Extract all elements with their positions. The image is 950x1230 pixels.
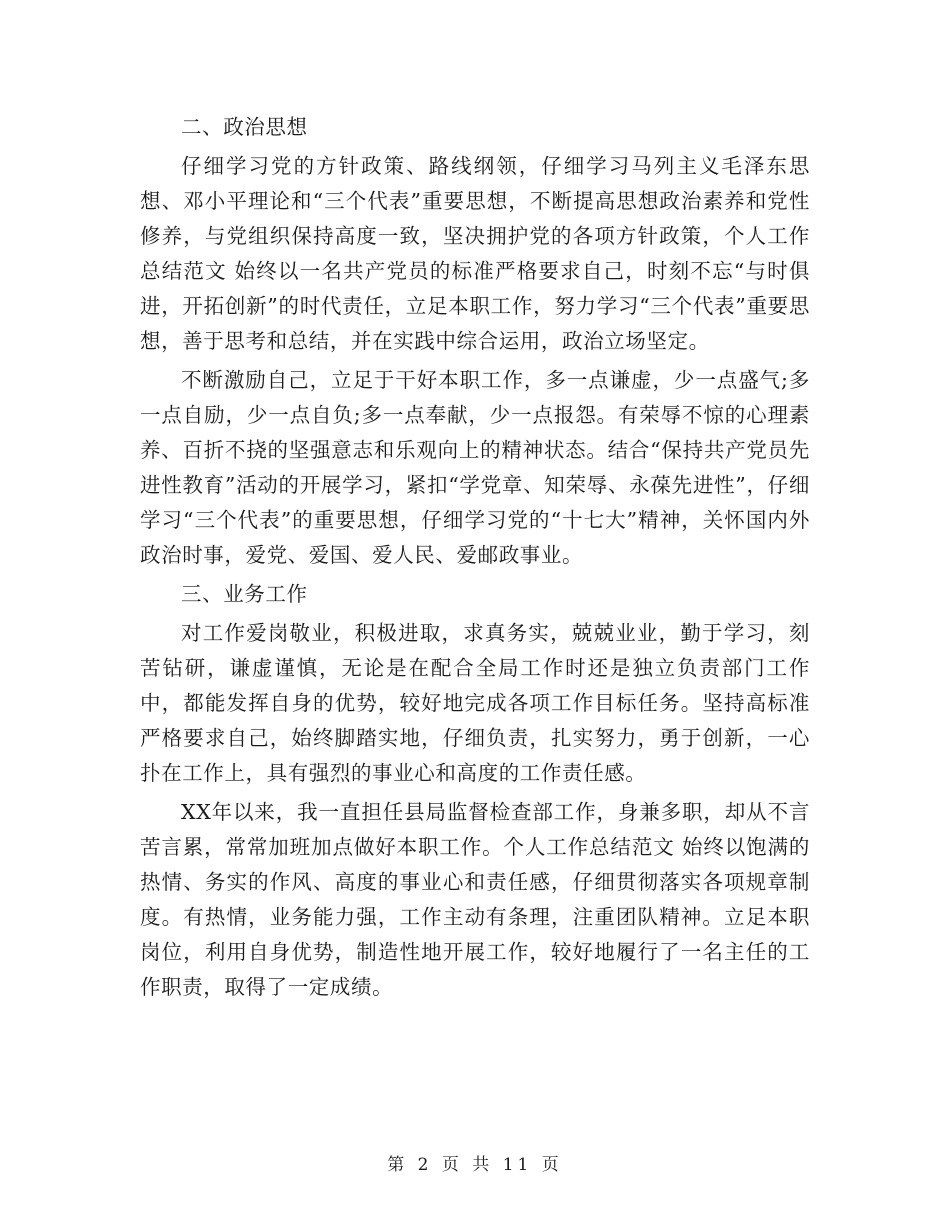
paragraph-political-1: 仔细学习党的方针政策、路线纲领，仔细学习马列主义毛泽东思想、邓小平理论和“三个代表”重要思想，不断提高思想政治素养和党性修养，与党组织保持高度一致，坚决拥护党的各项方针政策，个人工作总结范文 始终以一名共产党员的标准严格要求自己，时刻不忘“与时俱进，开拓创新”的时代责任，立足本职工作，努力学习“三个代表”重要思想，善于思考和总结，并在实践中综合运用，政治立场坚定。 [140,154,810,353]
paragraph-business-1: 对工作爱岗敬业，积极进取，求真务实，兢兢业业，勤于学习，刻苦钻研，谦虚谨慎，无论是在配合全局工作时还是独立负责部门工作中，都能发挥自身的优势，较好地完成各项工作目标任务。坚持高标准严格要求自己，始终脚踏实地，仔细负责，扎实努力，勇于创新，一心扑在工作上，具有强烈的事业心和高度的工作责任感。 [140,621,810,785]
section-heading-political: 二、政治思想 [181,115,308,139]
section-heading-business: 三、业务工作 [181,582,308,606]
page-indicator: 第 2 页 共 11 页 [387,1155,563,1175]
paragraph-business-2: XX年以来，我一直担任县局监督检查部工作，身兼多职，却从不言苦言累，常常加班加点做好本职工作。个人工作总结范文 始终以饱满的热情、务实的作风、高度的事业心和责任感，仔细贯彻落实各项规章制度。有热情，业务能力强，工作主动有条理，注重团队精神。立足本职岗位，利用自身优势，制造性地开展工作，较好地履行了一名主任的工作职责，取得了一定成绩。 [140,800,810,999]
paragraph-political-2: 不断激励自己，立足于干好本职工作，多一点谦虚，少一点盛气;多一点自励，少一点自负;多一点奉献，少一点报怨。有荣辱不惊的心理素养、百折不挠的坚强意志和乐观向上的精神状态。结合“保持共产党员先进性教育”活动的开展学习，紧扣“学党章、知荣辱、永葆先进性”，仔细学习“三个代表”的重要思想，仔细学习党的“十七大”精神，关怀国内外政治时事，爱党、爱国、爱人民、爱邮政事业。 [140,368,810,567]
document-page [140,110,810,1005]
